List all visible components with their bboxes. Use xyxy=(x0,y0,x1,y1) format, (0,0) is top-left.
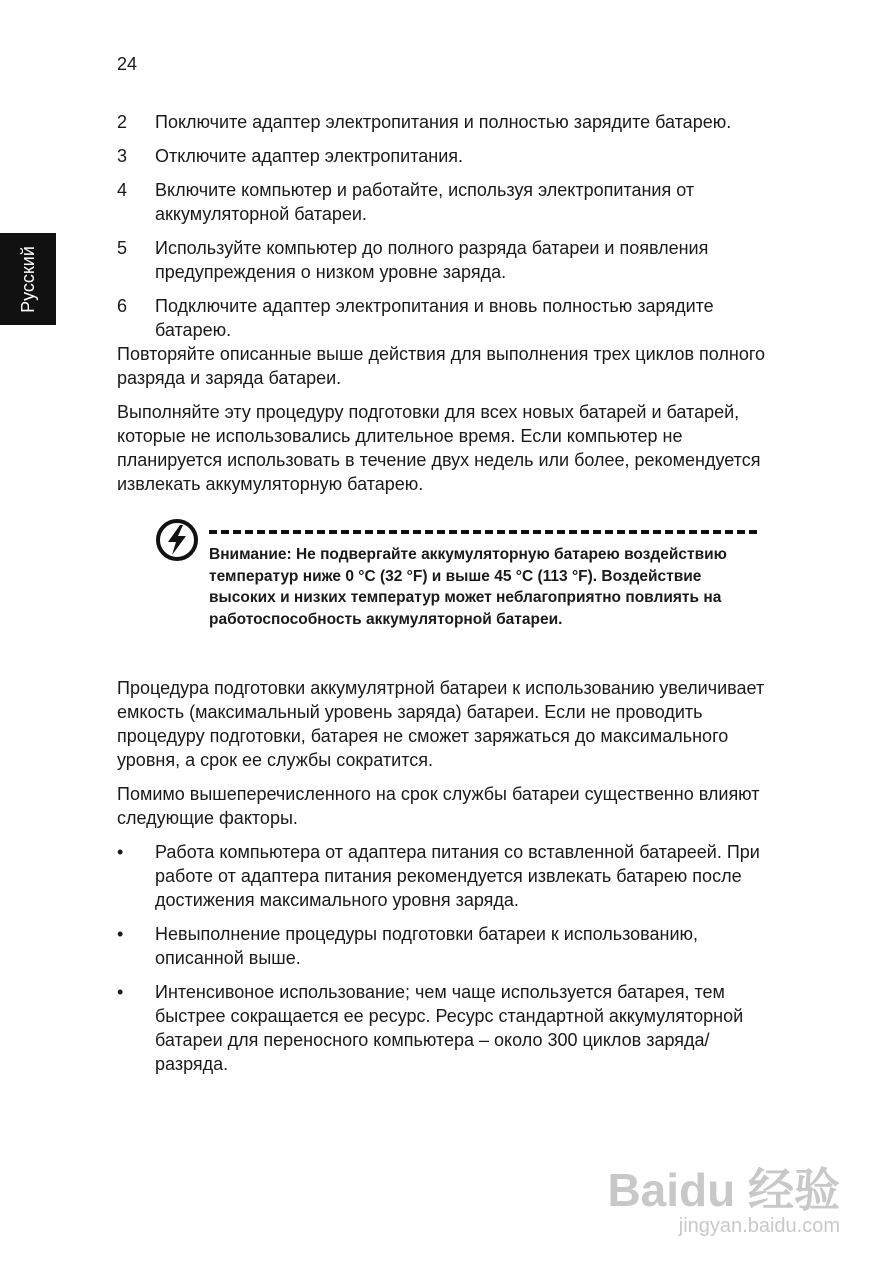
step-text: Отключите адаптер электропитания. xyxy=(155,146,463,166)
language-label: Русский xyxy=(17,245,38,313)
step-text: Подключите адаптер электропитания и вновь полностью зарядите батарею. xyxy=(155,296,714,340)
bullet-icon: • xyxy=(117,842,124,862)
bullet-icon: • xyxy=(117,924,124,944)
step-number: 5 xyxy=(117,238,128,258)
bullet-text: Интенсивоное использование; чем чаще используется батарея, тем быстрее сокращается ее ресурс. Ресурс стандартной аккумуляторной батареи для переносного компьютера – около 300 циклов заряда/разряда. xyxy=(155,982,744,1074)
factors-list xyxy=(117,840,767,1076)
step-number: 2 xyxy=(117,112,128,132)
step-text: Поключите адаптер электропитания и полностью зарядите батарею. xyxy=(155,112,732,132)
warning-text: Внимание: Не подвергайте аккумуляторную батарею воздействию температур ниже 0 °C (32 °F) и выше 45 °C (113 °F). Воздействие высоких и низких температур может неблагоприятно повлиять на работоспособность аккумуляторной батареи. xyxy=(209,546,727,628)
step-number: 3 xyxy=(117,146,128,166)
list-item xyxy=(117,236,767,284)
list-item xyxy=(117,922,767,970)
step-text: Включите компьютер и работайте, используя электропитания от аккумуляторной батареи. xyxy=(155,180,695,224)
warning-divider xyxy=(209,530,757,534)
list-item xyxy=(117,144,767,168)
baidu-watermark xyxy=(607,1166,840,1238)
page-number: 24 xyxy=(117,54,138,74)
steps-list xyxy=(117,110,767,342)
list-item xyxy=(117,110,767,134)
list-item xyxy=(117,178,767,226)
watermark-url: jingyan.baidu.com xyxy=(678,1215,840,1237)
lightning-bolt-icon xyxy=(155,518,199,562)
list-item xyxy=(117,840,767,912)
watermark-brand: Baidu 经验 xyxy=(607,1164,840,1216)
warning-box xyxy=(117,518,767,668)
paragraph-conditioning: Процедура подготовки аккумулятрной батареи к использованию увеличивает емкость (максимальный уровень заряда) батареи. Если не проводить процедуру подготовки, батарея не сможет заряжаться до максимального уровня, а срок ее службы сократится. xyxy=(117,678,765,770)
paragraph-repeat-cycles: Повторяйте описанные выше действия для выполнения трех циклов полного разряда и заряда батареи. xyxy=(117,344,766,388)
bullet-text: Невыполнение процедуры подготовки батареи к использованию, описанной выше. xyxy=(155,924,699,968)
step-number: 6 xyxy=(117,296,128,316)
bullet-icon: • xyxy=(117,982,124,1002)
paragraph-procedure: Выполняйте эту процедуру подготовки для всех новых батарей и батарей, которые не использовались длительное время. Если компьютер не планируется использовать в течение двух недель или более, рекомендуется извлекать аккумуляторную батарею. xyxy=(117,402,761,494)
list-item xyxy=(117,294,767,342)
paragraph-factors-intro: Помимо вышеперечисленного на срок службы батареи существенно влияют следующие факторы. xyxy=(117,784,760,828)
step-number: 4 xyxy=(117,180,128,200)
main-content xyxy=(117,110,767,1086)
step-text: Используйте компьютер до полного разряда батареи и появления предупреждения о низком уровне заряда. xyxy=(155,238,709,282)
bullet-text: Работа компьютера от адаптера питания со вставленной батареей. При работе от адаптера питания рекомендуется извлекать батарею после достижения максимального уровня заряда. xyxy=(155,842,760,910)
list-item xyxy=(117,980,767,1076)
language-side-tab xyxy=(0,233,56,325)
